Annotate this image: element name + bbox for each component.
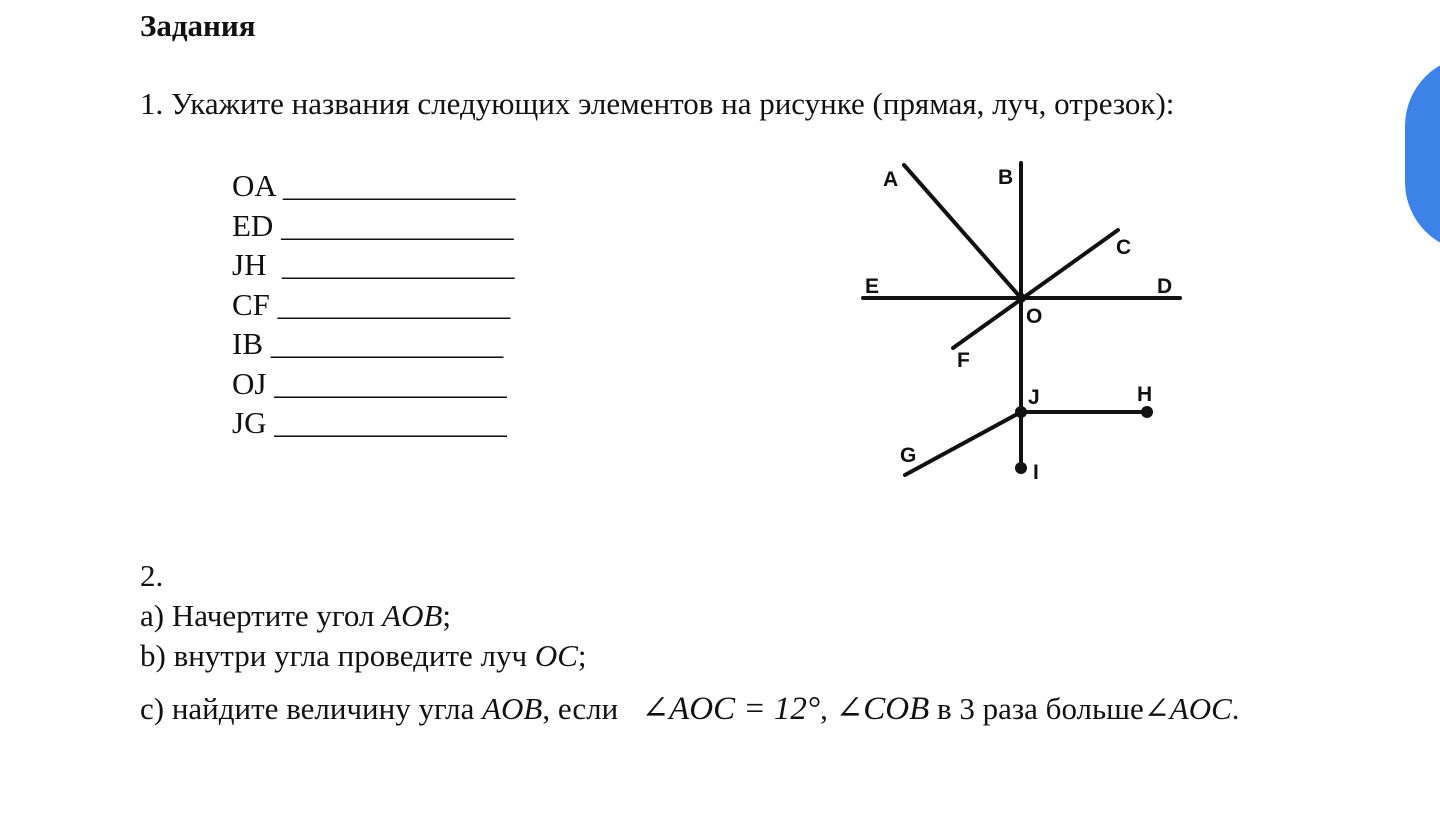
answer-blank: _______________ xyxy=(274,405,507,440)
answer-blank: _______________ xyxy=(282,168,516,203)
point-I xyxy=(1015,462,1027,474)
list-item xyxy=(232,364,515,404)
answer-blank: _______________ xyxy=(270,326,504,361)
task-1-text: 1. Укажите названия следующих элементов на рисунке (прямая, луч, отрезок): xyxy=(140,86,1175,121)
angle-expression: ∠AOC xyxy=(1143,691,1232,726)
task-2c-relation: в 3 раза больше xyxy=(929,691,1144,726)
item-label: ED xyxy=(232,207,274,243)
label-H: H xyxy=(1137,383,1153,406)
label-J: J xyxy=(1028,386,1040,409)
task-2a xyxy=(140,598,451,634)
label-O: O xyxy=(1026,305,1043,328)
item-label: OA xyxy=(232,168,276,203)
angle-equation: ∠AOC = 12° xyxy=(641,691,821,727)
item-label: OJ xyxy=(232,365,267,401)
task-2c xyxy=(140,688,1240,728)
task-2b-text: b) внутри угла проведите луч xyxy=(140,638,535,673)
item-label: JG xyxy=(232,405,267,440)
page-title: Задания xyxy=(140,8,256,43)
label-F: F xyxy=(957,349,970,372)
punctuation: ; xyxy=(577,638,587,673)
point-J xyxy=(1015,406,1027,418)
punctuation: . xyxy=(1231,691,1240,726)
angle-expression: ∠COB xyxy=(835,691,930,727)
item-label: JH xyxy=(232,247,267,282)
point-H xyxy=(1141,406,1153,418)
list-item xyxy=(232,324,515,364)
geometry-diagram xyxy=(850,155,1200,495)
answer-blank: _______________ xyxy=(281,207,514,243)
label-A: A xyxy=(883,168,899,191)
list-item xyxy=(232,245,515,285)
item-label: CF xyxy=(232,286,270,322)
list-item xyxy=(232,285,515,325)
answer-blank: _______________ xyxy=(281,247,515,282)
list-item xyxy=(232,206,515,246)
label-D: D xyxy=(1157,275,1173,298)
task-2b xyxy=(140,638,587,674)
task-1-item-list xyxy=(232,166,515,443)
label-E: E xyxy=(865,275,880,298)
point-O xyxy=(1016,293,1026,303)
task-2c-text: с) найдите величину угла xyxy=(140,691,483,726)
list-item xyxy=(232,403,515,443)
angle-name: AOB xyxy=(482,691,543,726)
answer-blank: _______________ xyxy=(277,286,511,322)
label-G: G xyxy=(900,444,917,467)
answer-blank: _______________ xyxy=(274,365,507,401)
task-2c-condition: , если xyxy=(542,691,626,726)
task-2-number: 2. xyxy=(140,558,164,593)
punctuation: , xyxy=(820,691,836,726)
side-tab[interactable] xyxy=(1405,56,1440,252)
item-label: IB xyxy=(232,326,263,361)
punctuation: ; xyxy=(442,598,452,633)
task-2a-text: а) Начертите угол xyxy=(140,598,383,633)
angle-name: AOB xyxy=(382,598,443,633)
ray-JG xyxy=(905,412,1021,475)
label-I: I xyxy=(1033,461,1039,484)
ray-name: OC xyxy=(534,638,578,673)
label-C: C xyxy=(1116,236,1132,259)
list-item xyxy=(232,166,515,206)
label-B: B xyxy=(998,166,1014,189)
